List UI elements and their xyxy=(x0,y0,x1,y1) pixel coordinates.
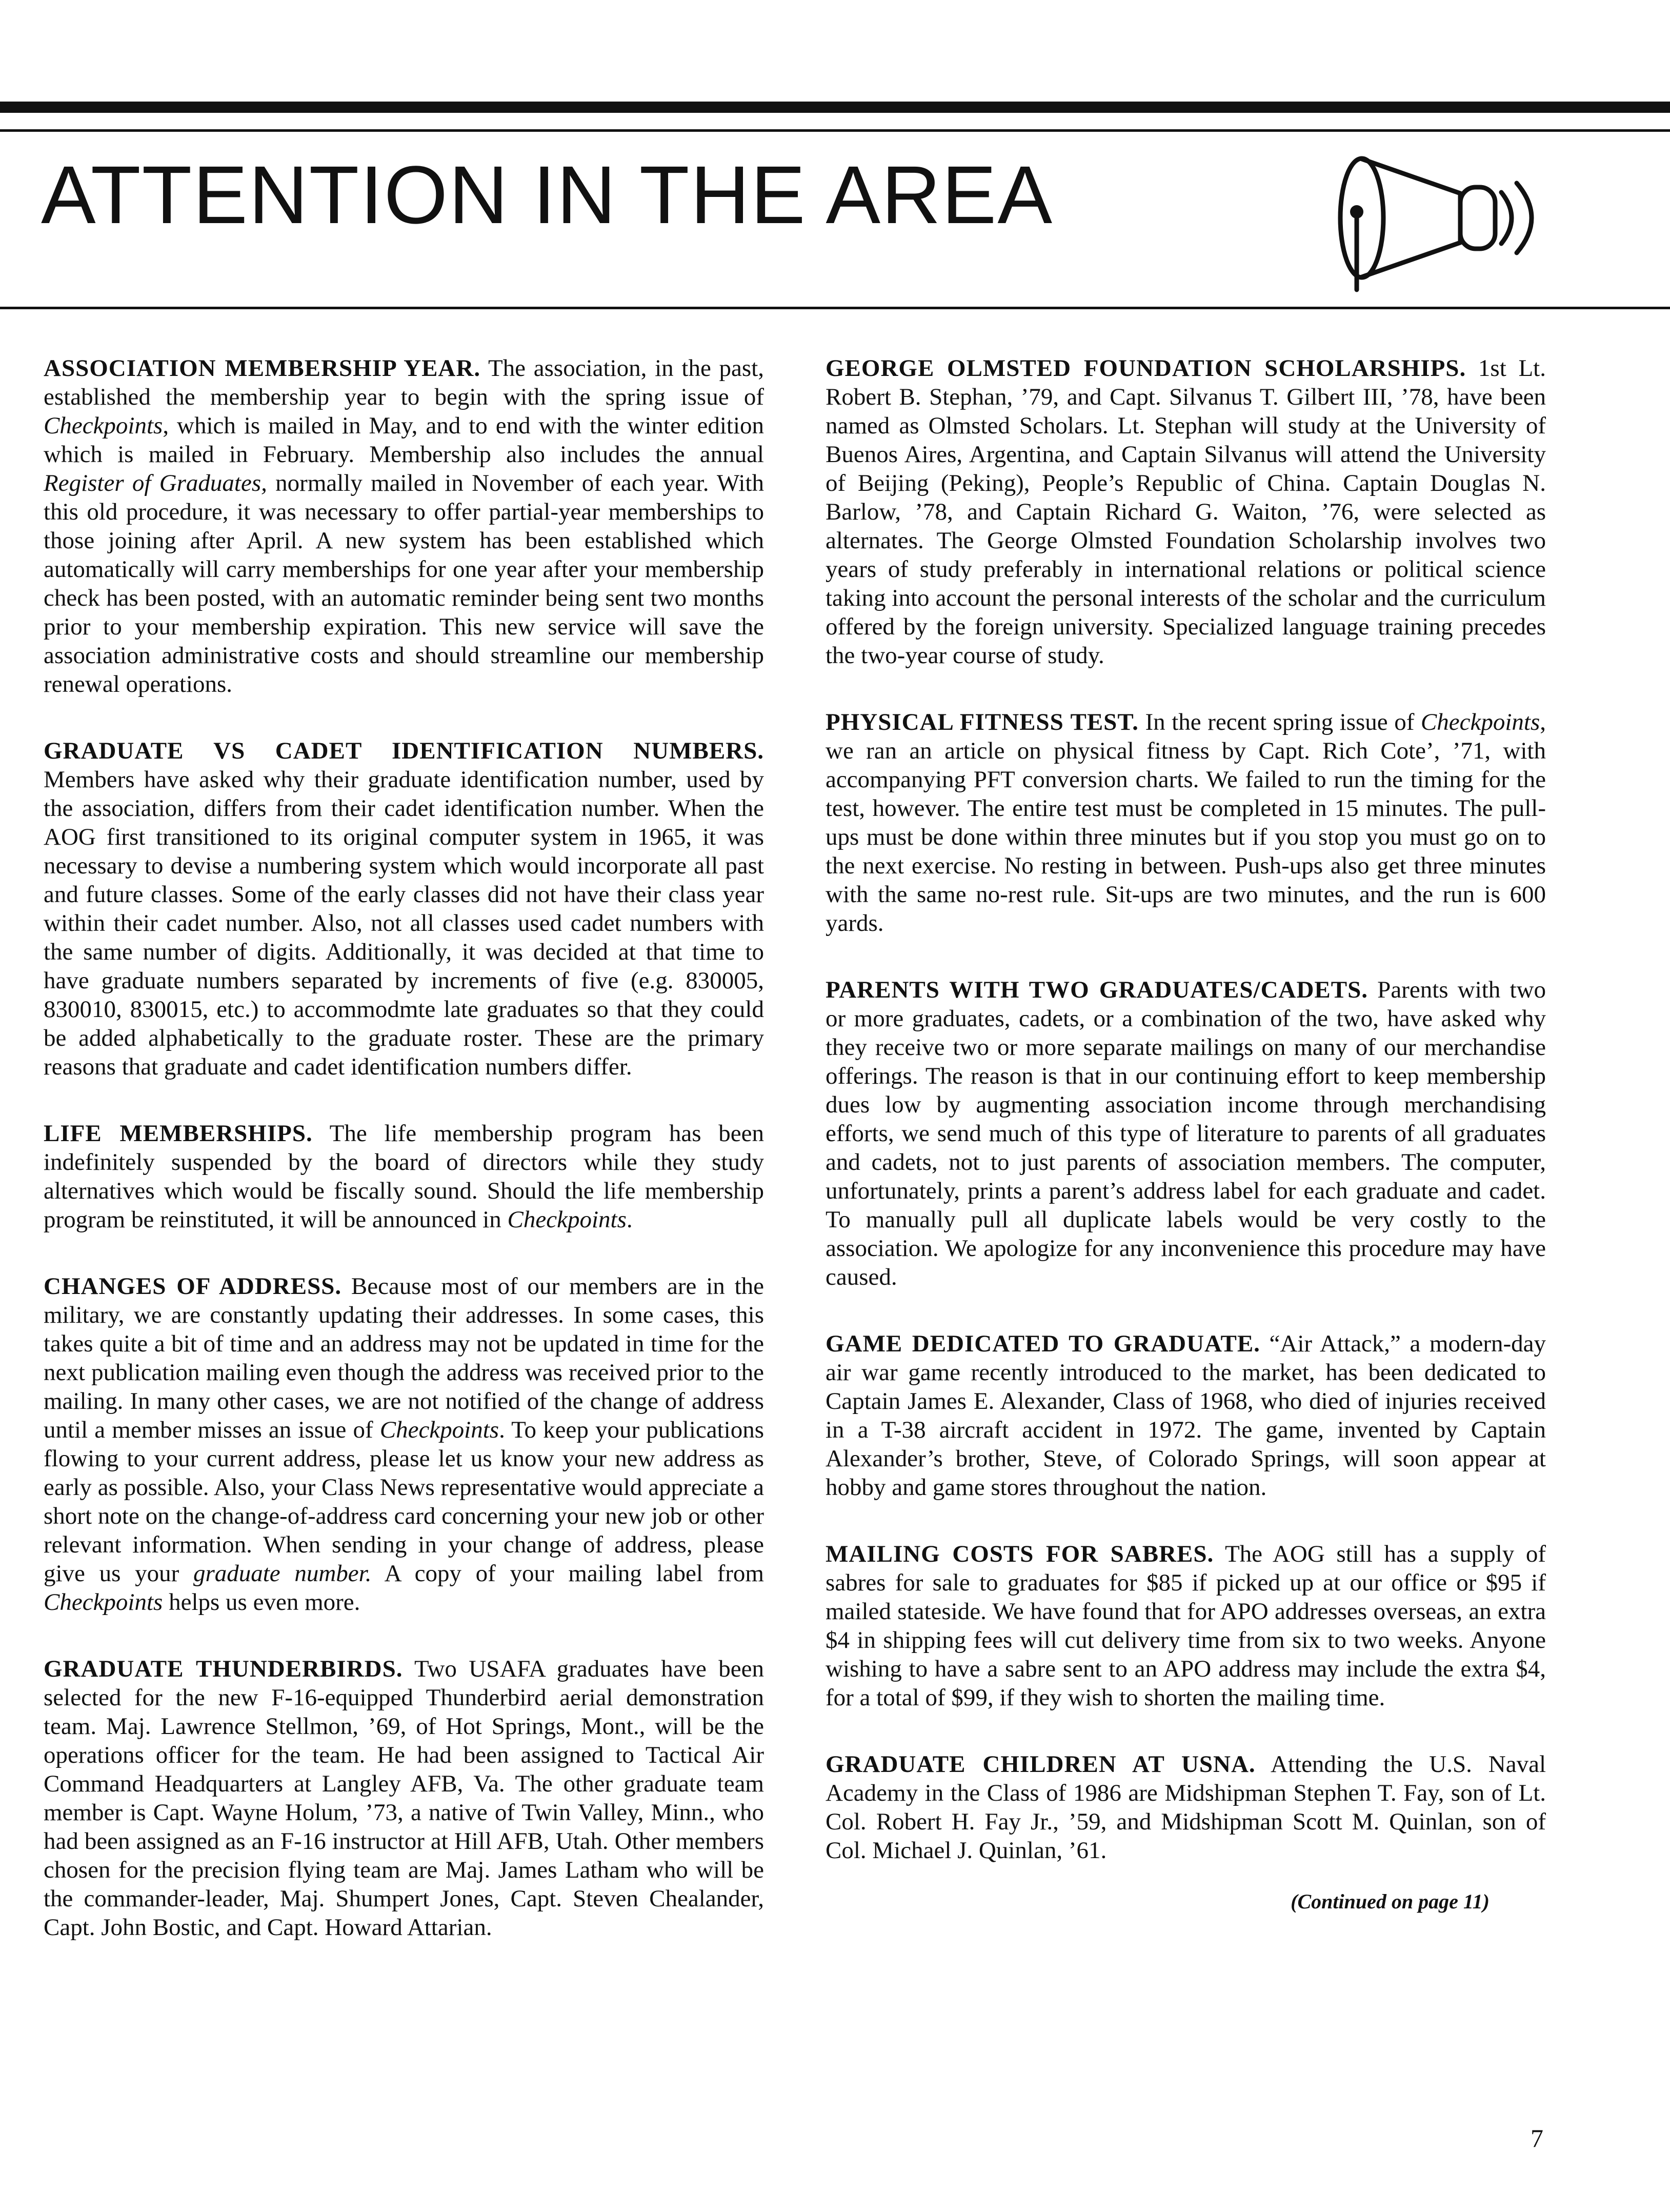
article-mailing-costs-for-sabres xyxy=(826,1540,1546,1712)
article-changes-of-address xyxy=(44,1272,764,1617)
article-game-dedicated-to-graduate xyxy=(826,1329,1546,1502)
top-rule-thin xyxy=(0,129,1670,132)
continued-note: (Continued on page 11) xyxy=(1291,1890,1490,1913)
italic-text: Checkpoints xyxy=(507,1206,627,1233)
article-headline: GRADUATE THUNDERBIRDS. xyxy=(44,1656,403,1682)
italic-text: Checkpoints xyxy=(379,1417,499,1443)
article-physical-fitness-test xyxy=(826,708,1546,938)
body-text: In the recent spring issue of xyxy=(1138,709,1421,735)
italic-text: graduate number. xyxy=(193,1560,372,1587)
page-number: 7 xyxy=(1531,2124,1543,2153)
article-headline: GRADUATE VS CADET IDENTIFICATION NUMBERS. xyxy=(44,738,764,764)
article-george-olmsted-foundation-scholarships xyxy=(826,354,1546,670)
italic-text: Register of Graduates, xyxy=(44,470,267,496)
body-text: Attending the U.S. Naval Academy in the Class of 1986 are Midshipman Stephen T. Fay, son of Lt. Col. Robert H. Fay Jr., ’59, and Midshipman Scott M. Quinlan, son of Col. Michael J. Quinlan, ’61. xyxy=(826,1751,1546,1864)
body-text: Parents with two or more graduates, cadets, or a combination of the two, have asked why they receive two or more separate mailings on many of our merchandise offerings. The reason is that in our continuing effort to keep membership dues low by augmenting association income through merchandising efforts, we send much of this type of literature to parents of all graduates and cadets, not to just parents of association members. The computer, unfortunately, prints a parent’s address label for each graduate and cadet. To manually pull all duplicate labels would be very costly to the association. We apologize for any inconvenience this procedure may have caused. xyxy=(826,977,1546,1290)
body-text: The AOG still has a supply of sabres for sale to graduates for $85 if picked up at our office or $95 if mailed stateside. We have found that for APO addresses overseas, an extra $4 in shipping fees will cut delivery time from six to two weeks. Anyone wishing to have a sabre sent to an APO address may include the extra $4, for a total of $99, if they wish to shorten the mailing time. xyxy=(826,1541,1546,1711)
article-association-membership-year xyxy=(44,354,764,699)
article-headline: LIFE MEMBERSHIPS. xyxy=(44,1120,313,1147)
article-headline: MAILING COSTS FOR SABRES. xyxy=(826,1541,1214,1567)
article-headline: GAME DEDICATED TO GRADUATE. xyxy=(826,1330,1260,1357)
page-title: ATTENTION IN THE AREA xyxy=(41,149,1054,241)
body-text: The life membership program has been indefinitely suspended by the board of directors while they study alternatives which would be fiscally sound. Should the life membership program be reinstituted, it will be announced in xyxy=(44,1120,764,1233)
body-text: The association, in the past, established the membership year to begin with the spring issue of xyxy=(44,355,764,410)
body-text: . xyxy=(626,1206,633,1233)
article-graduate-vs-cadet-identification-numbers xyxy=(44,736,764,1081)
megaphone-icon xyxy=(1332,136,1558,300)
body-text: , which is mailed in May, and to end with the winter edition which is mailed in February. Membership also includes the annual xyxy=(44,412,764,468)
article-headline: PARENTS WITH TWO GRADUATES/CADETS. xyxy=(826,977,1368,1003)
body-text: helps us even more. xyxy=(163,1589,360,1616)
article-graduate-children-at-usna xyxy=(826,1750,1546,1865)
body-text: Members have asked why their graduate identification number, used by the association, differs from their cadet identification number. When the AOG first transitioned to its original computer system in 1965, it was necessary to devise a numbering system which would incorporate all past and future classes. Some of the early classes did not have their class year within their cadet number. Also, not all classes used cadet numbers with the same number of digits. Additionally, it was decided at that time to have graduate numbers separated by increments of five (e.g. 830005, 830010, 830015, etc.) to accommodmte late graduates so that they could be added alphabetically to the graduate roster. These are the primary reasons that graduate and cadet identification numbers differ. xyxy=(44,766,764,1080)
body-text: normally mailed in November of each year. With this old procedure, it was necessary to offer partial-year memberships to those joining after April. A new system has been established which automatically will carry memberships for one year after your membership check has been posted, with an automatic reminder being sent two months prior to your membership expiration. This new service will save the association administrative costs and should streamline our membership renewal operations. xyxy=(44,470,764,698)
left-column xyxy=(44,354,764,1980)
article-headline: GEORGE OLMSTED FOUNDATION SCHOLARSHIPS. xyxy=(826,355,1466,382)
body-text: . To keep your publications flowing to your current address, please let us know your new address as early as possible. Also, your Class News representative would appreciate a short note on the change-of-address card concerning your new job or other relevant information. When sending in your change of address, please give us your xyxy=(44,1417,764,1587)
body-text: 1st Lt. Robert B. Stephan, ’79, and Capt. Silvanus T. Gilbert III, ’78, have been named as Olmsted Scholars. Lt. Stephan will study at the University of Buenos Aires, Argentina, and Captain Silvanus will attend the University of Beijing (Peking), People’s Republic of China. Captain Douglas N. Barlow, ’78, and Captain Richard G. Waiton, ’76, were selected as alternates. The George Olmsted Foundation Scholarship involves two years of study preferably in international relations or political science taking into account the personal interests of the scholar and the curriculum offered by the foreign university. Specialized language training precedes the two-year course of study. xyxy=(826,355,1546,669)
body-text: Two USAFA graduates have been selected for the new F-16-equipped Thunderbird aerial demonstration team. Maj. Lawrence Stellmon, ’69, of Hot Springs, Mont., will be the operations officer for the team. He had been assigned to Tactical Air Command Headquarters at Langley AFB, Va. The other graduate team member is Capt. Wayne Holum, ’73, a native of Twin Valley, Minn., who had been assigned as an F-16 instructor at Hill AFB, Utah. Other members chosen for the precision flying team are Maj. James Latham who will be the commander-leader, Maj. Shumpert Jones, Capt. Steven Chealander, Capt. John Bostic, and Capt. Howard Attarian. xyxy=(44,1656,764,1941)
article-headline: ASSOCIATION MEMBERSHIP YEAR. xyxy=(44,355,481,382)
italic-text: Checkpoints xyxy=(44,412,163,439)
article-parents-with-two-graduates-cadets xyxy=(826,975,1546,1291)
body-text: “Air Attack,” a modern-day air war game recently introduced to the market, has been dedicated to Captain James E. Alexander, Class of 1968, who died of injuries received in a T-38 aircraft accident in 1972. The game, invented by Captain Alexander’s brother, Steve, of Colorado Springs, will soon appear at hobby and game stores throughout the nation. xyxy=(826,1330,1546,1501)
article-headline: PHYSICAL FITNESS TEST. xyxy=(826,709,1139,735)
body-text: Because most of our members are in the military, we are constantly updating their addresses. In some cases, this takes quite a bit of time and an address may not be updated in time for the next publication mailing even though the address was received prior to the mailing. In many other cases, we are not notified of the change of address until a member misses an issue of xyxy=(44,1273,764,1443)
body-text: , we ran an article on physical fitness by Capt. Rich Cote’, ’71, with accompanying PFT conversion charts. We failed to run the timing for the test, however. The entire test must be completed in 15 minutes. The pull-ups must be done within three minutes but if you stop you must go on to the next exercise. No resting in between. Push-ups also get three minutes with the same no-rest rule. Sit-ups are two minutes, and the run is 600 yards. xyxy=(826,709,1546,936)
header-bottom-rule xyxy=(0,307,1670,309)
article-graduate-thunderbirds xyxy=(44,1655,764,1942)
right-column xyxy=(826,354,1546,1916)
article-headline: GRADUATE CHILDREN AT USNA. xyxy=(826,1751,1256,1778)
italic-text: Checkpoints xyxy=(1420,709,1540,735)
italic-text: Checkpoints xyxy=(44,1589,163,1616)
top-rule-thick xyxy=(0,102,1670,113)
body-text: A copy of your mailing label from xyxy=(371,1560,764,1587)
article-life-memberships xyxy=(44,1119,764,1234)
article-headline: CHANGES OF ADDRESS. xyxy=(44,1273,342,1300)
